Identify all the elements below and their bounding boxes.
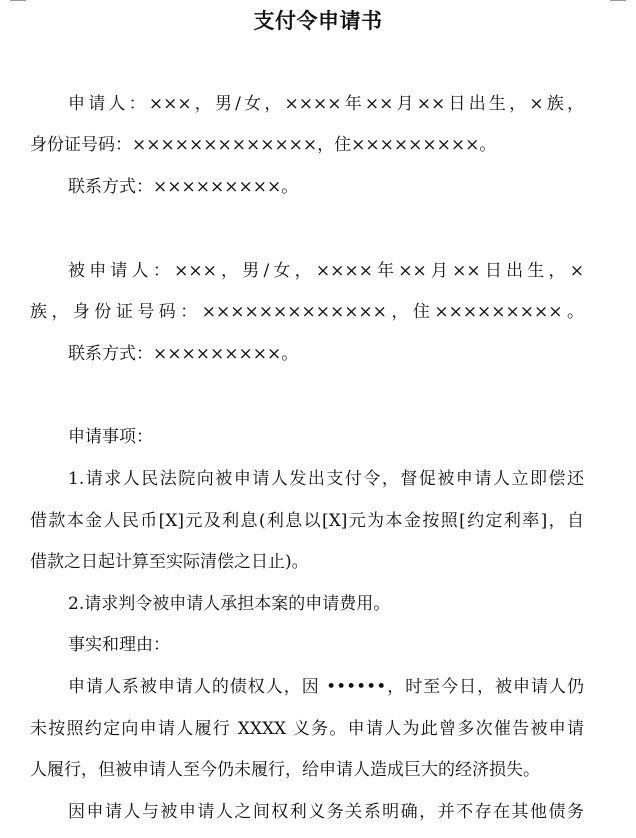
applicant-line-1: 申请人：×××，男/女，××××年××月××日出生，×族， [68,94,584,114]
facts-heading: 事实和理由： [68,635,170,655]
claim-item-1-line-3: 借款之日起计算至实际清偿之日止)。 [30,552,309,572]
facts-paragraph-1-line-1: 申请人系被申请人的债权人，因 ••••••，时至今日，被申请人仍 [68,677,584,697]
facts-paragraph-2-line-1: 因申请人与被申请人之间权利义务关系明确，并不存在其他债务 [68,802,584,822]
facts-paragraph-1-line-3: 人履行，但被申请人至今仍未履行，给申请人造成巨大的经济损失。 [30,760,540,780]
respondent-line-1: 被申请人：×××，男/女，××××年××月××日出生，× [68,261,584,281]
claims-heading: 申请事项： [68,427,153,447]
page-corner-mark-right [610,0,626,1]
applicant-contact: 联系方式：×××××××××。 [68,177,299,197]
document-title: 支付令申请书 [253,8,383,33]
claim-item-2: 2.请求判令被申请人承担本案的申请费用。 [68,594,391,614]
respondent-line-2: 族，身份证号码：×××××××××××××，住×××××××××。 [30,302,584,322]
respondent-contact: 联系方式：×××××××××。 [68,344,299,364]
claim-item-1-line-1: 1.请求人民法院向被申请人发出支付令，督促被申请人立即偿还 [68,469,584,489]
applicant-line-2: 身份证号码：×××××××××××××，住×××××××××。 [30,135,497,155]
facts-paragraph-1-line-2: 未按照约定向申请人履行 XXXX 义务。申请人为此曾多次催告被申请 [30,719,584,739]
page-corner-mark-left [10,0,26,1]
claim-item-1-line-2: 借款本金人民币[X]元及利息(利息以[X]元为本金按照[约定利率]，自 [30,511,584,531]
